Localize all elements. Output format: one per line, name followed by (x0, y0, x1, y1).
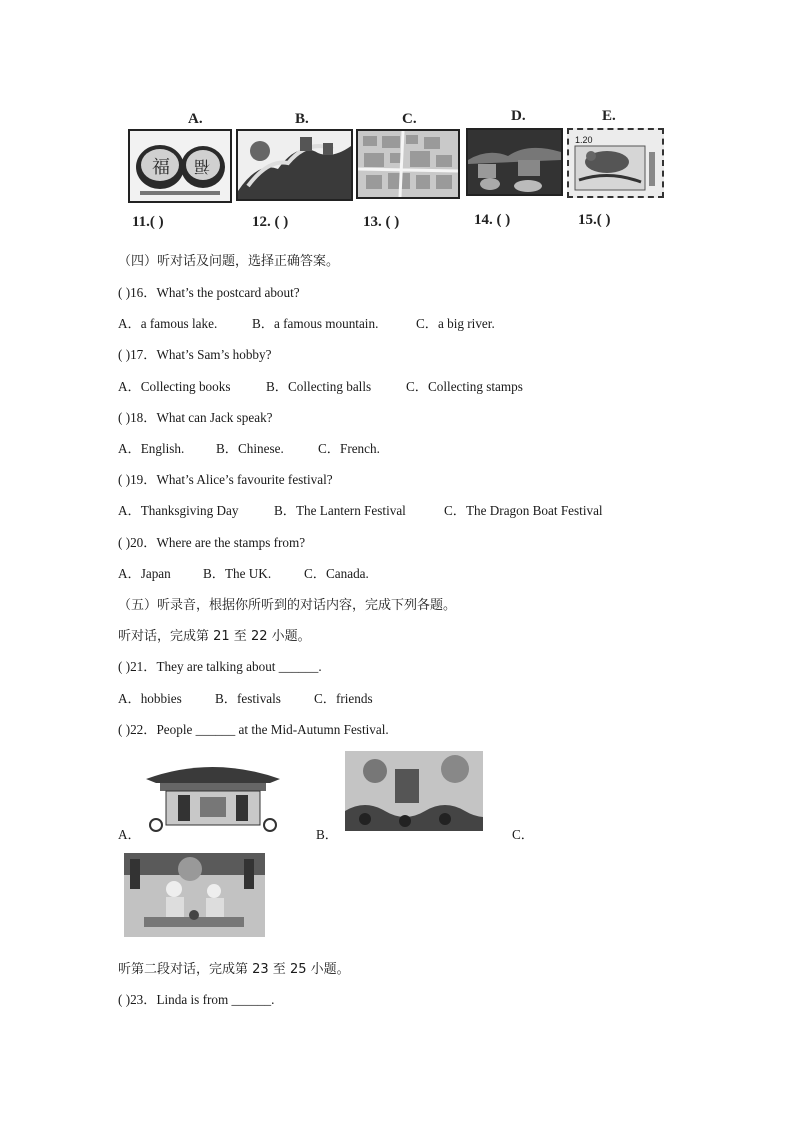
question-20: ( )20．Where are the stamps from? (118, 535, 306, 550)
dragon-boat-picture[interactable] (345, 751, 483, 831)
section5-sub2: 听第二段对话，完成第 23 至 25 小题。 (118, 962, 350, 977)
fu-character: 福 (152, 157, 170, 178)
answer-slot-11[interactable]: 11.( ) (132, 214, 164, 230)
q21-option-c[interactable]: C．friends (314, 691, 373, 706)
q21-option-a[interactable]: A．hobbies (118, 691, 182, 706)
q16-option-c[interactable]: C．a big river. (416, 316, 495, 331)
q20-option-c[interactable]: C．Canada. (304, 566, 369, 581)
section5-sub1: 听对话，完成第 21 至 22 小题。 (118, 629, 311, 644)
rat-stamp-picture (567, 128, 664, 198)
q16-option-b[interactable]: B．a famous mountain. (252, 316, 379, 331)
question-18: ( )18．What can Jack speak? (118, 410, 273, 425)
fu-character-inverted: 福 (193, 157, 210, 176)
q19-option-b[interactable]: B．The Lantern Festival (274, 503, 406, 518)
q19-option-a[interactable]: A．Thanksgiving Day (118, 503, 239, 518)
q22-option-b-label[interactable]: B． (316, 827, 338, 842)
question-22: ( )22．People ______ at the Mid-Autumn Festival. (118, 722, 389, 737)
picture-letter-e: E. (602, 108, 616, 124)
q20-option-a[interactable]: A．Japan (118, 566, 171, 581)
fu-lanterns-picture (128, 129, 232, 203)
q22-option-c-label[interactable]: C． (512, 827, 534, 842)
q19-option-c[interactable]: C．The Dragon Boat Festival (444, 503, 603, 518)
answer-slot-14[interactable]: 14. ( ) (474, 212, 511, 228)
picture-letter-c: C. (402, 111, 417, 127)
q16-option-a[interactable]: A．a famous lake. (118, 316, 218, 331)
answer-slot-13[interactable]: 13. ( ) (363, 214, 400, 230)
answer-slot-15[interactable]: 15.( ) (578, 212, 611, 228)
question-19: ( )19．What’s Alice’s favourite festival? (118, 472, 333, 487)
picture-letter-b: B. (295, 111, 309, 127)
question-17: ( )17．What’s Sam’s hobby? (118, 347, 272, 362)
stamp-value: 1.20 (575, 135, 593, 145)
answer-slot-12[interactable]: 12. ( ) (252, 214, 289, 230)
village-scene-picture (466, 128, 563, 196)
q17-option-c[interactable]: C．Collecting stamps (406, 379, 523, 394)
q18-option-b[interactable]: B．Chinese. (216, 441, 284, 456)
question-21: ( )21．They are talking about ______. (118, 659, 322, 674)
picture-letter-a: A. (188, 111, 203, 127)
q22-option-a-label[interactable]: A． (118, 827, 141, 842)
pavilion-picture[interactable] (142, 753, 284, 833)
q17-option-a[interactable]: A．Collecting books (118, 379, 231, 394)
q20-option-b[interactable]: B．The UK. (203, 566, 272, 581)
q18-option-a[interactable]: A．English. (118, 441, 185, 456)
picture-letter-d: D. (511, 108, 526, 124)
great-wall-picture (236, 129, 353, 201)
section4-heading: （四）听对话及问题，选择正确答案。 (118, 254, 340, 269)
q18-option-c[interactable]: C．French. (318, 441, 380, 456)
q21-option-b[interactable]: B．festivals (215, 691, 281, 706)
question-16: ( )16．What’s the postcard about? (118, 285, 300, 300)
question-23: ( )23．Linda is from ______. (118, 992, 275, 1007)
q17-option-b[interactable]: B．Collecting balls (266, 379, 372, 394)
mooncake-family-picture[interactable] (124, 853, 265, 937)
city-map-picture (356, 129, 460, 199)
section5-heading: （五）听录音，根据你所听到的对话内容，完成下列各题。 (118, 598, 457, 613)
